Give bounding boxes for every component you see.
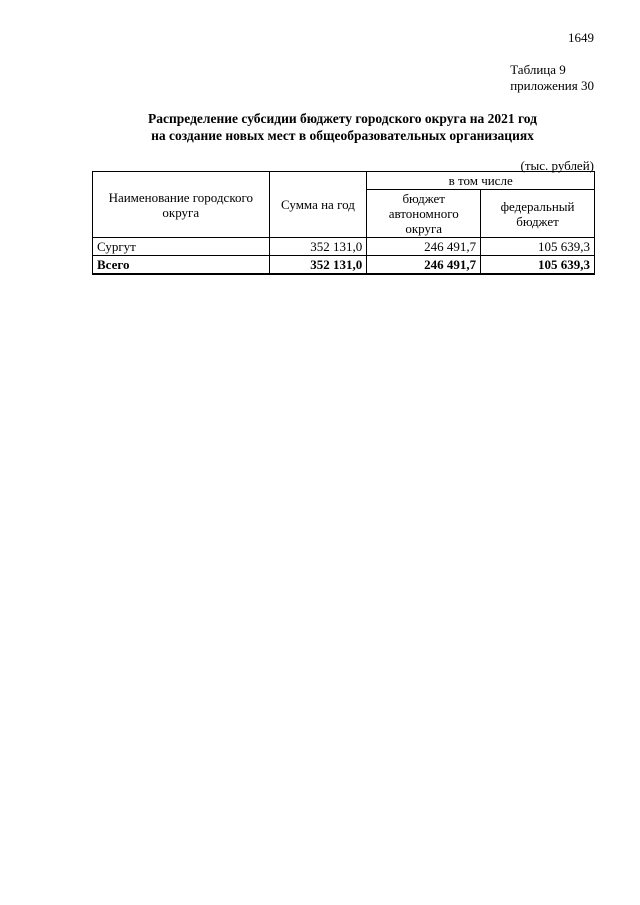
subsidy-table — [92, 171, 595, 275]
total-federal: 105 639,3 — [481, 256, 595, 275]
table-ref-line2: приложения 30 — [510, 78, 594, 93]
page-number: 1649 — [568, 30, 594, 45]
row-regional: 246 491,7 — [367, 238, 481, 256]
document-title — [90, 110, 595, 144]
total-sum: 352 131,0 — [269, 256, 367, 275]
table-reference — [510, 62, 594, 94]
total-regional: 246 491,7 — [367, 256, 481, 275]
header-federal: федеральный бюджет — [481, 190, 595, 238]
title-line1: Распределение субсидии бюджету городского округа на 2021 год — [147, 111, 537, 126]
header-regional: бюджет автономного округа — [367, 190, 481, 238]
row-name: Сургут — [93, 238, 270, 256]
header-name: Наименование городского округа — [93, 172, 270, 238]
row-federal: 105 639,3 — [481, 238, 595, 256]
total-name: Всего — [93, 256, 270, 275]
table-row — [93, 238, 595, 256]
row-sum: 352 131,0 — [269, 238, 367, 256]
unit-label: (тыс. рублей) — [520, 158, 594, 173]
table-ref-line1: Таблица 9 — [510, 62, 566, 77]
header-sum: Сумма на год — [269, 172, 367, 238]
title-line2: на создание новых мест в общеобразовательных организациях — [151, 128, 534, 143]
total-row — [93, 256, 595, 275]
header-including: в том числе — [367, 172, 595, 190]
